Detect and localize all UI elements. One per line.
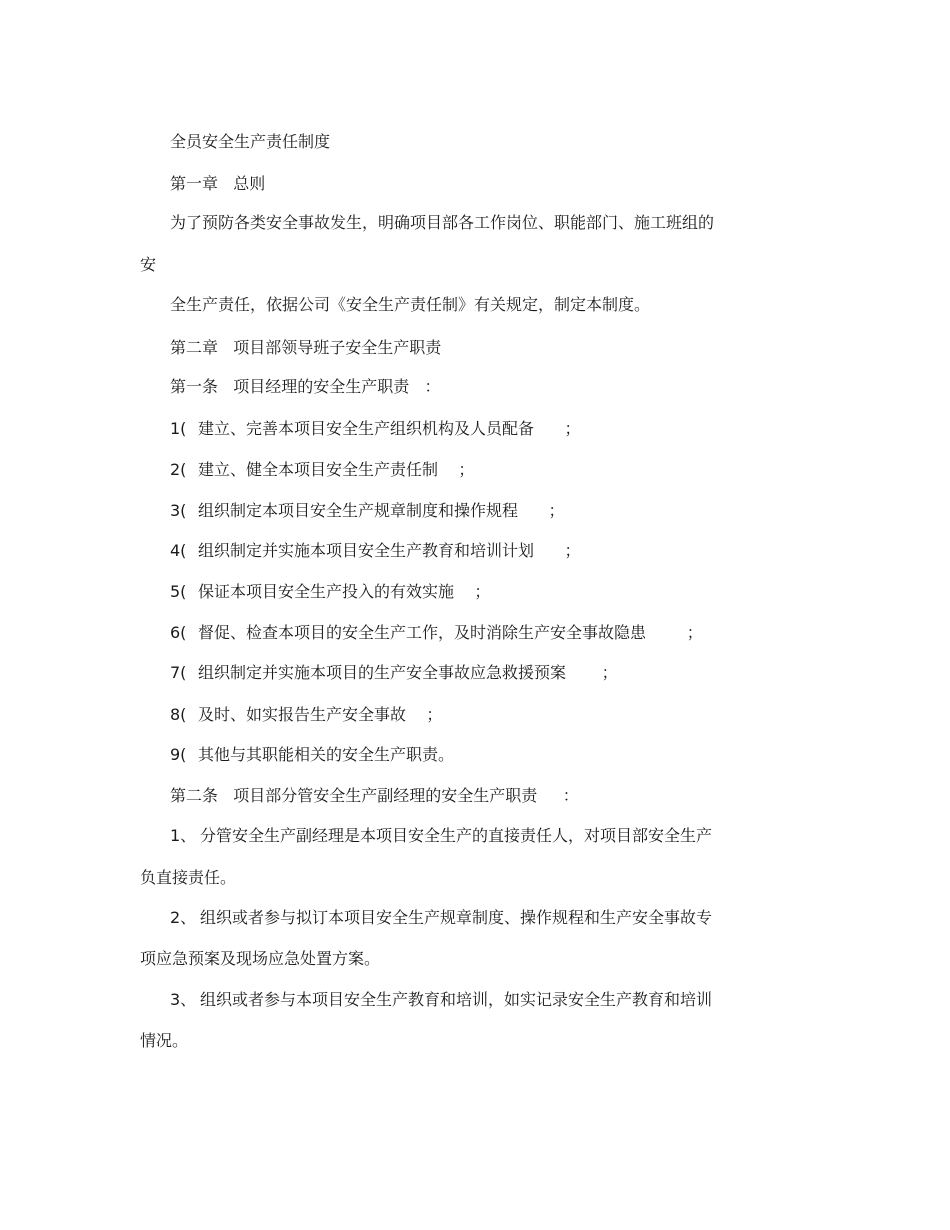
chapter-1-heading: 第一章 总则 <box>170 174 266 193</box>
list-item <box>170 501 565 521</box>
list-item-continuation: 项应急预案及现场应急处置方案。 <box>140 949 381 968</box>
chapter-2-heading: 第二章 项目部领导班子安全生产职责 <box>170 338 442 357</box>
item-number: 3、 <box>170 990 197 1009</box>
list-item <box>170 419 581 439</box>
item-number: 4( <box>170 541 187 560</box>
item-number: 2、 <box>170 908 197 927</box>
list-item <box>170 745 454 765</box>
list-item <box>170 541 581 561</box>
item-text: 组织或者参与拟订本项目安全生产规章制度、操作规程和生产安全事故专 <box>200 908 713 927</box>
list-item <box>170 908 712 928</box>
item-number: 6( <box>170 623 187 642</box>
list-item <box>170 990 712 1010</box>
item-text: 及时、如实报告生产安全事故 ； <box>198 705 443 724</box>
document-title: 全员安全生产责任制度 <box>170 132 331 151</box>
item-number: 1、 <box>170 826 197 845</box>
item-number: 3( <box>170 501 187 520</box>
list-item-continuation: 负直接责任。 <box>140 868 237 887</box>
item-text: 其他与其职能相关的安全生产职责。 <box>198 745 455 764</box>
item-text: 建立、完善本项目安全生产组织机构及人员配备 ； <box>198 419 581 438</box>
item-number: 5( <box>170 582 187 601</box>
list-item <box>170 460 474 480</box>
list-item <box>170 826 712 846</box>
list-item <box>170 663 618 683</box>
item-text: 组织制定并实施本项目的生产安全事故应急救援预案 ； <box>198 663 618 682</box>
item-number: 7( <box>170 663 187 682</box>
item-text: 分管安全生产副经理是本项目安全生产的直接责任人，对项目部安全生产 <box>200 826 713 845</box>
article-1-heading: 第一条 项目经理的安全生产职责 ： <box>170 377 441 396</box>
item-text: 组织制定并实施本项目安全生产教育和培训计划 ； <box>198 541 581 560</box>
item-text: 组织制定本项目安全生产规章制度和操作规程 ； <box>198 501 565 520</box>
list-item-continuation: 情况。 <box>140 1031 189 1050</box>
item-number: 9( <box>170 745 187 764</box>
paragraph-1-line-2: 安 <box>140 255 157 274</box>
paragraph-1-line-3: 全生产责任，依据公司《安全生产责任制》有关规定，制定本制度。 <box>170 295 651 314</box>
list-item <box>170 582 490 602</box>
item-text: 建立、健全本项目安全生产责任制 ； <box>198 460 475 479</box>
item-text: 保证本项目安全生产投入的有效实施 ； <box>198 582 491 601</box>
item-number: 8( <box>170 705 187 724</box>
list-item <box>170 623 703 643</box>
item-text: 督促、检查本项目的安全生产工作，及时消除生产安全事故隐患 ； <box>198 623 703 642</box>
item-number: 1( <box>170 419 187 438</box>
item-text: 组织或者参与本项目安全生产教育和培训，如实记录安全生产教育和培训 <box>200 990 713 1009</box>
item-number: 2( <box>170 460 187 479</box>
paragraph-1-line-1: 为了预防各类安全事故发生，明确项目部各工作岗位、职能部门、施工班组的 <box>170 213 715 232</box>
list-item <box>170 705 442 725</box>
article-2-heading: 第二条 项目部分管安全生产副经理的安全生产职责 ： <box>170 786 579 805</box>
